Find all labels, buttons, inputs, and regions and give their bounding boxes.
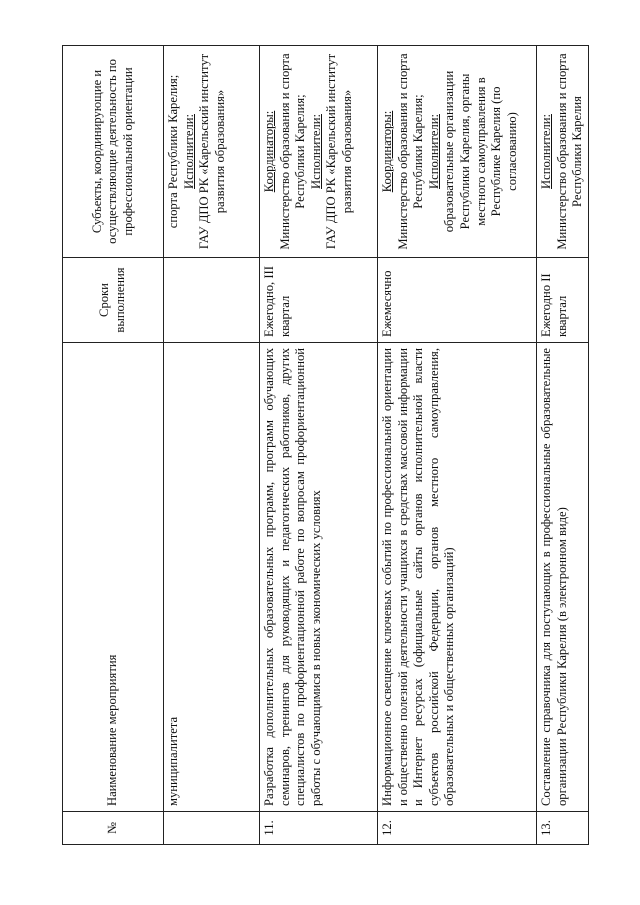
table-row xyxy=(164,46,260,845)
subjects-line: спорта Республики Карелия; xyxy=(166,74,180,229)
header-num: № xyxy=(63,812,164,845)
row-name: Разработка дополнительных образовательных программ, программ обучающих семинаров, тренингов для руководящих и педагогических работников, других специалистов по профориентационной работе по вопросам профориентационной работы с обучающимися в новых экономических условиях xyxy=(260,343,378,812)
coordinators-text: Министерство образования и спорта Республики Карелия; xyxy=(395,53,426,250)
row-term xyxy=(164,258,260,343)
row-num: 12. xyxy=(378,812,537,845)
executors-label: Исполнители: xyxy=(308,114,323,189)
row-name: муниципалитета xyxy=(164,343,260,812)
row-name: Информационное освещение ключевых событий по профессиональной ориентации и общественно полезной деятельности учащихся в средствах массовой информации и Интернет ресурсах (официальные сайты органов исполнительной власти субъектов российской Федерации, органов местного самоуправления, образовательных и общественных организаций) xyxy=(378,343,537,812)
coordinators-label: Координаторы: xyxy=(380,110,394,193)
table-row xyxy=(537,46,589,845)
table-row xyxy=(378,46,537,845)
row-term: Ежегодно II квартал xyxy=(537,258,589,343)
row-subjects xyxy=(164,46,260,258)
executors-label: Исполнители: xyxy=(181,114,196,189)
executors-text: Министерство образования и спорта Республики Карелия xyxy=(554,53,585,250)
row-num xyxy=(164,812,260,845)
row-term: Ежегодно, III квартал xyxy=(260,258,378,343)
row-num: 11. xyxy=(260,812,378,845)
header-term: Сроки выполнения xyxy=(63,258,164,343)
rotated-page xyxy=(62,45,585,845)
executors-label: Исполнители: xyxy=(539,114,553,189)
table-row xyxy=(260,46,378,845)
header-name: Наименование мероприятия xyxy=(63,343,164,812)
table-header-row xyxy=(63,46,164,845)
row-num: 13. xyxy=(537,812,589,845)
executors-label: Исполнители: xyxy=(426,114,441,189)
row-term: Ежемесячно xyxy=(378,258,537,343)
executors-text: ГАУ ДПО РК «Карельский институт развития образования» xyxy=(324,53,354,250)
row-subjects xyxy=(378,46,537,258)
coordinators-text: Министерство образования и спорта Республики Карелия; xyxy=(277,53,308,250)
executors-text: ГАУ ДПО РК «Карельский институт развития образования» xyxy=(197,53,227,250)
header-subjects: Субъекты, координирующие и осуществляющие деятельность по профессиональной ориентации xyxy=(63,46,164,258)
coordinators-label: Координаторы: xyxy=(262,110,276,193)
events-table xyxy=(62,45,589,845)
row-subjects xyxy=(260,46,378,258)
row-subjects xyxy=(537,46,589,258)
row-name: Составление справочника для поступающих в профессиональные образовательные организации Республики Карелия (в электронном виде) xyxy=(537,343,589,812)
executors-text: образовательные организации Республики Карелия, органы местного самоуправления в Республике Карелия (по согласованию) xyxy=(442,70,519,233)
